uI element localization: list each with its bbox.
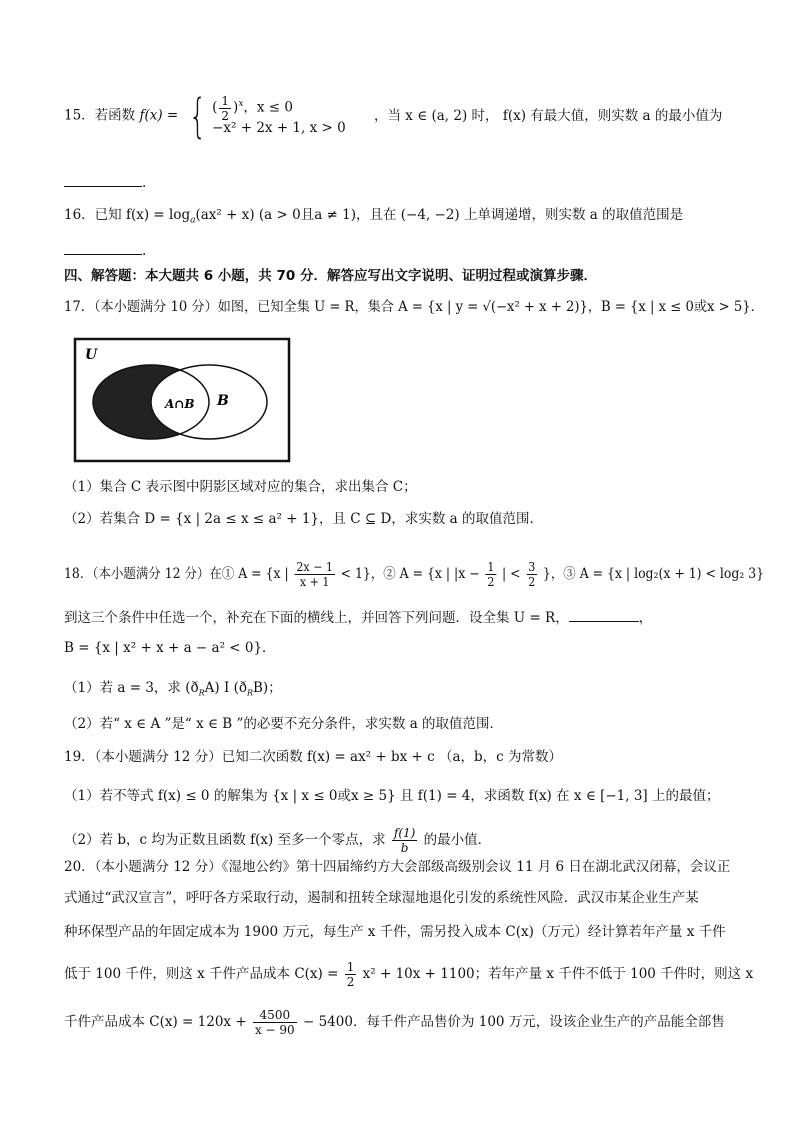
q15-piece-1: ( $\frac{1}{2}$ )$^x$，x ≤ 0 [212, 93, 293, 123]
q17-part-2: （2）若集合 D = {x | 2a ≤ x ≤ a² + 1}，且 C ⊆ D，求实数 a 的取值范围． [64, 511, 543, 527]
q15-brace: { [188, 89, 206, 143]
question-19: 19．（本小题满分 12 分）已知二次函数 f(x) = ax² + bx + c （a，b，c 为常数） [64, 749, 563, 765]
q16-answer-line: . [64, 240, 146, 261]
question-20-line-4: 低于 100 千件，则这 x 千件产品成本 C(x) = $\frac{1}{2}$ x² + 10x + 1100；若年产量 x 千件不低于 100 千件时，则这 x [64, 960, 754, 989]
q15-number: 15．若函数 [64, 107, 136, 124]
q15-answer-line: . [64, 172, 146, 193]
q19-part-1: （1）若不等式 f(x) ≤ 0 的解集为 {x | x ≤ 0或x ≥ 5} 且 f(1) = 4，求函数 f(x) 在 x ∈ [−1, 3] 上的最值； [64, 788, 720, 804]
question-20-line-5: 千件产品成本 C(x) = 120x + $\frac{4500}{x - 90}$ − 5400．每千件产品售价为 100 万元，设该企业生产的产品能全部售 [64, 1008, 725, 1037]
q18-line-2: 到这三个条件中任选一个，补充在下面的横线上，并回答下列问题．设全集 U = R， ， [64, 607, 652, 628]
venn-ab-label: A∩B [165, 397, 195, 411]
question-17: 17．（本小题满分 10 分）如图，已知全集 U = R，集合 A = {x | y = √(−x² + x + 2)}，B = {x | x ≤ 0或x > 5}． [64, 299, 764, 315]
q18-part-2: （2）若“ x ∈ A ”是“ x ∈ B ”的必要不充分条件，求实数 a 的取值范围． [64, 716, 504, 732]
question-20-line-2: 式通过“武汉宣言”，呼吁各方采取行动，遏制和扭转全球湿地退化引发的系统性风险．武汉市某企业生产某 [64, 890, 699, 906]
q17-part-1: （1）集合 C 表示图中阴影区域对应的集合，求出集合 C； [64, 479, 417, 495]
venn-diagram [73, 337, 291, 463]
question-16: 16．已知 $f(x) = \log_a(ax^2 + x) (a > 0$且a ≠ 1)，且在 (−4, −2) 上单调递增，则实数 a 的取值范围是 [64, 207, 684, 226]
venn-u-label: U [85, 347, 98, 363]
question-20-line-3: 种环保型产品的年固定成本为 1900 万元，每生产 x 千件，需另投入成本 C(x)（万元）经计算若年产量 x 千件 [64, 924, 726, 940]
section-4-title: 四、解答题：本大题共 6 小题，共 70 分．解答应写出文字说明、证明过程或演算步骤． [64, 268, 597, 284]
q15-blank[interactable] [64, 172, 142, 187]
q16-blank[interactable] [64, 240, 142, 255]
q19-part-2: （2）若 b，c 均为正数且函数 f(x) 至多一个零点，求 $\frac{f(1)}{b}$ 的最小值． [64, 826, 492, 855]
q15-text: ，当 x ∈ (a, 2) 时， f(x) 有最大值，则实数 a 的最小值为 [374, 107, 723, 124]
question-15 [64, 89, 723, 143]
q18-part-1: （1）若 a = 3，求 $(ð_RA)$ I $(ð_RB)$； [64, 680, 282, 698]
question-18: 18．（本小题满分 12 分）在① A = {x | $\frac{2x - 1}{x + 1}$ < 1}，② A = {x | |x − $\frac{1}{2}$ | < $\frac{3}{2}$ }，③ A = {x | log₂(x + 1) < log₂ 3} [64, 560, 765, 589]
q15-function-name: f(x) = [139, 107, 179, 124]
q15-piecewise [212, 92, 346, 140]
question-20-line-1: 20．（本小题满分 12 分）《湿地公约》第十四届缔约方大会部级高级别会议 11 月 6 日在湖北武汉闭幕，会议正 [64, 859, 731, 875]
q18-line-3: B = {x | x² + x + a − a² < 0}． [64, 640, 276, 656]
q18-blank[interactable] [569, 607, 639, 622]
venn-b-label: B [217, 393, 229, 409]
q15-piece-2: −x² + 2x + 1, x > 0 [212, 120, 346, 136]
